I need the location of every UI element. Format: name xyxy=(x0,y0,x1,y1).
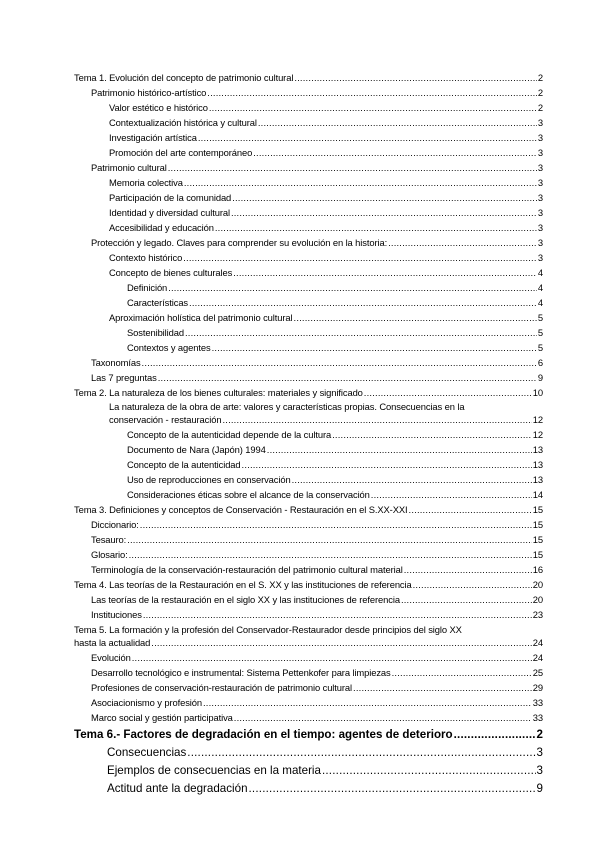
toc-page: 9 xyxy=(537,372,543,383)
toc-title: Memoria colectiva xyxy=(109,177,183,188)
toc-entry-tesauro xyxy=(91,534,543,545)
toc-page: 3 xyxy=(537,117,543,128)
toc-entry-teorias-siglo xyxy=(91,594,543,605)
toc-page: 9 xyxy=(536,782,543,795)
toc-title: Taxonomías xyxy=(91,357,141,368)
toc-page: 24 xyxy=(532,652,543,663)
toc-title: Documento de Nara (Japón) 1994 xyxy=(127,444,266,455)
toc-entry-consecuencias xyxy=(107,746,543,759)
toc-title: Tesauro: xyxy=(91,534,127,545)
toc-entry-marco-social xyxy=(91,712,543,723)
toc-title: Características xyxy=(127,297,189,308)
toc-page: 2 xyxy=(536,728,543,741)
toc-page: 25 xyxy=(532,667,543,678)
toc-entry-accesibilidad xyxy=(109,222,543,233)
toc-page: 14 xyxy=(532,489,543,500)
toc-title: Glosario: xyxy=(91,549,128,560)
toc-page: 3 xyxy=(537,252,543,263)
toc-entry-actitud xyxy=(107,782,543,795)
toc-page: 15 xyxy=(532,519,543,530)
toc-entry-identidad xyxy=(109,207,543,218)
toc-page: 3 xyxy=(537,207,543,218)
toc-page: 3 xyxy=(537,147,543,158)
toc-page: 33 xyxy=(532,712,543,723)
toc-entry-terminologia xyxy=(91,564,543,575)
toc-entry-naturaleza-line2 xyxy=(109,414,543,425)
toc-entry-concepto-autenticidad xyxy=(127,459,543,470)
toc-title: Participación de la comunidad xyxy=(109,192,232,203)
toc-title: Instituciones xyxy=(91,609,142,620)
toc-entry-tema5-line2 xyxy=(74,637,543,648)
toc-page: 13 xyxy=(532,459,543,470)
toc-entry-evolucion xyxy=(91,652,543,663)
toc-page: 6 xyxy=(537,357,543,368)
toc-title: Tema 4. Las teorías de la Restauración en el S. XX y las instituciones de referencia xyxy=(74,579,412,590)
toc-page: 15 xyxy=(532,534,543,545)
toc-entry-profesiones xyxy=(91,682,543,693)
toc-entry-concepto-bienes xyxy=(109,267,543,278)
toc-title: Patrimonio histórico-artístico xyxy=(91,87,207,98)
toc-title: Concepto de la autenticidad depende de la cultura xyxy=(127,429,332,440)
toc-entry-patrimonio-historico xyxy=(91,87,543,98)
toc-entry-contexto xyxy=(109,252,543,263)
toc-page: 3 xyxy=(536,746,543,759)
toc-title: Diccionario: xyxy=(91,519,139,530)
toc-entry-promocion xyxy=(109,147,543,158)
toc-entry-contextualizacion xyxy=(109,117,543,128)
toc-title: Tema 1. Evolución del concepto de patrimonio cultural xyxy=(74,72,294,83)
toc-page: 20 xyxy=(532,579,543,590)
toc-entry-diccionario xyxy=(91,519,543,530)
toc-entry-instituciones xyxy=(91,609,543,620)
toc-title: Ejemplos de consecuencias en la materia xyxy=(107,764,321,777)
toc-title: Contextualización histórica y cultural xyxy=(109,117,257,128)
toc-entry-definicion xyxy=(127,282,543,293)
toc-entry-patrimonio-cultural xyxy=(91,162,543,173)
toc-title: Evolución xyxy=(91,652,131,663)
toc-title: Contextos y agentes xyxy=(127,342,211,353)
toc-entry-contextos-agentes xyxy=(127,342,543,353)
toc-entry-ejemplos xyxy=(107,764,543,777)
toc-title: Sostenibilidad xyxy=(127,327,184,338)
toc-title: Protección y legado. Claves para comprender su evolución en la historia: xyxy=(91,237,388,248)
toc-entry-asociacionismo xyxy=(91,697,543,708)
toc-page: 3 xyxy=(537,222,543,233)
toc-title: Consideraciones éticas sobre el alcance de la conservación xyxy=(127,489,370,500)
toc-title: Valor estético e histórico xyxy=(109,102,208,113)
toc-entry-naturaleza-line1: La naturaleza de la obra de arte: valores y características propias. Consecuencias en la xyxy=(109,401,465,412)
toc-entry-participacion xyxy=(109,192,543,203)
toc-title: Investigación artística xyxy=(109,132,197,143)
toc-page: 3 xyxy=(536,764,543,777)
toc-entry-tema5-line1: Tema 5. La formación y la profesión del Conservador-Restaurador desde principios del siglo XX xyxy=(74,624,462,635)
toc-page: 12 xyxy=(532,414,543,425)
toc-title: Identidad y diversidad cultural xyxy=(109,207,230,218)
toc-page: 20 xyxy=(532,594,543,605)
toc-entry-siete-preguntas xyxy=(91,372,543,383)
toc-page: 2 xyxy=(537,72,543,83)
toc-title: Asociacionismo y profesión xyxy=(91,697,202,708)
toc-entry-glosario xyxy=(91,549,543,560)
toc-title: Actitud ante la degradación xyxy=(107,782,248,795)
toc-entry-tema4 xyxy=(74,579,543,590)
toc-title: Consecuencias xyxy=(107,746,187,759)
toc-entry-tema3 xyxy=(74,504,543,515)
toc-title: Las 7 preguntas xyxy=(91,372,157,383)
toc-title: conservación - restauración xyxy=(109,414,222,425)
toc-page: 2 xyxy=(537,87,543,98)
toc-entry-reproducciones xyxy=(127,474,543,485)
toc-page: 4 xyxy=(537,282,543,293)
toc-entry-taxonomias xyxy=(91,357,543,368)
toc-title: Aproximación holística del patrimonio cultural xyxy=(109,312,293,323)
toc-page: 15 xyxy=(532,549,543,560)
toc-page: 2 xyxy=(537,102,543,113)
toc-entry-sostenibilidad xyxy=(127,327,543,338)
toc-title: hasta la actualidad xyxy=(74,637,151,648)
toc-entry-desarrollo xyxy=(91,667,543,678)
toc-entry-memoria xyxy=(109,177,543,188)
toc-title: Tema 3. Definiciones y conceptos de Conservación - Restauración en el S.XX-XXI xyxy=(74,504,408,515)
toc-title: Promoción del arte contemporáneo xyxy=(109,147,253,158)
toc-entry-investigacion xyxy=(109,132,543,143)
toc-page: 5 xyxy=(537,312,543,323)
toc-title: Desarrollo tecnológico e instrumental: Sistema Pettenkofer para limpiezas xyxy=(91,667,391,678)
toc-page: 3 xyxy=(537,177,543,188)
toc-page: 3 xyxy=(537,192,543,203)
toc-page: 5 xyxy=(537,327,543,338)
toc-title: Las teorías de la restauración en el siglo XX y las instituciones de referencia xyxy=(91,594,400,605)
toc-page: 13 xyxy=(532,444,543,455)
toc-page: 10 xyxy=(532,387,543,398)
toc-page: 3 xyxy=(537,132,543,143)
toc-entry-autenticidad-cultura xyxy=(127,429,543,440)
toc-entry-proteccion xyxy=(91,237,543,248)
toc-entry-tema2 xyxy=(74,387,543,398)
toc-page: 12 xyxy=(532,429,543,440)
toc-page: 13 xyxy=(532,474,543,485)
toc-title: Concepto de bienes culturales xyxy=(109,267,233,278)
toc-title: Uso de reproducciones en conservación xyxy=(127,474,291,485)
toc-page: 24 xyxy=(532,637,543,648)
toc-title: Contexto histórico xyxy=(109,252,183,263)
toc-page: 4 xyxy=(537,297,543,308)
toc-page: 23 xyxy=(532,609,543,620)
toc-entry-aproximacion xyxy=(109,312,543,323)
toc-entry-tema6 xyxy=(74,728,543,741)
toc-page: 3 xyxy=(537,237,543,248)
toc-title: Tema 6.- Factores de degradación en el tiempo: agentes de deterioro xyxy=(74,728,453,741)
toc-entry-nara xyxy=(127,444,543,455)
toc-entry-caracteristicas xyxy=(127,297,543,308)
toc-entry-tema1 xyxy=(74,72,543,83)
toc-page: 5 xyxy=(537,342,543,353)
toc-title: Profesiones de conservación-restauración de patrimonio cultural xyxy=(91,682,353,693)
toc-title: Terminología de la conservación-restauración del patrimonio cultural material xyxy=(91,564,403,575)
toc-page: 29 xyxy=(532,682,543,693)
toc-page: 15 xyxy=(532,504,543,515)
toc-title: Definición xyxy=(127,282,168,293)
toc-title: Patrimonio cultural xyxy=(91,162,167,173)
toc-page: 4 xyxy=(537,267,543,278)
toc-page: 33 xyxy=(532,697,543,708)
toc-title: Tema 2. La naturaleza de los bienes culturales: materiales y significado xyxy=(74,387,363,398)
toc-entry-valor-estetico xyxy=(109,102,543,113)
toc-title: Concepto de la autenticidad xyxy=(127,459,241,470)
toc-entry-eticas xyxy=(127,489,543,500)
toc-page: 16 xyxy=(532,564,543,575)
toc-title: Marco social y gestión participativa xyxy=(91,712,233,723)
toc-title: Accesibilidad y educación xyxy=(109,222,214,233)
toc-page: 3 xyxy=(537,162,543,173)
